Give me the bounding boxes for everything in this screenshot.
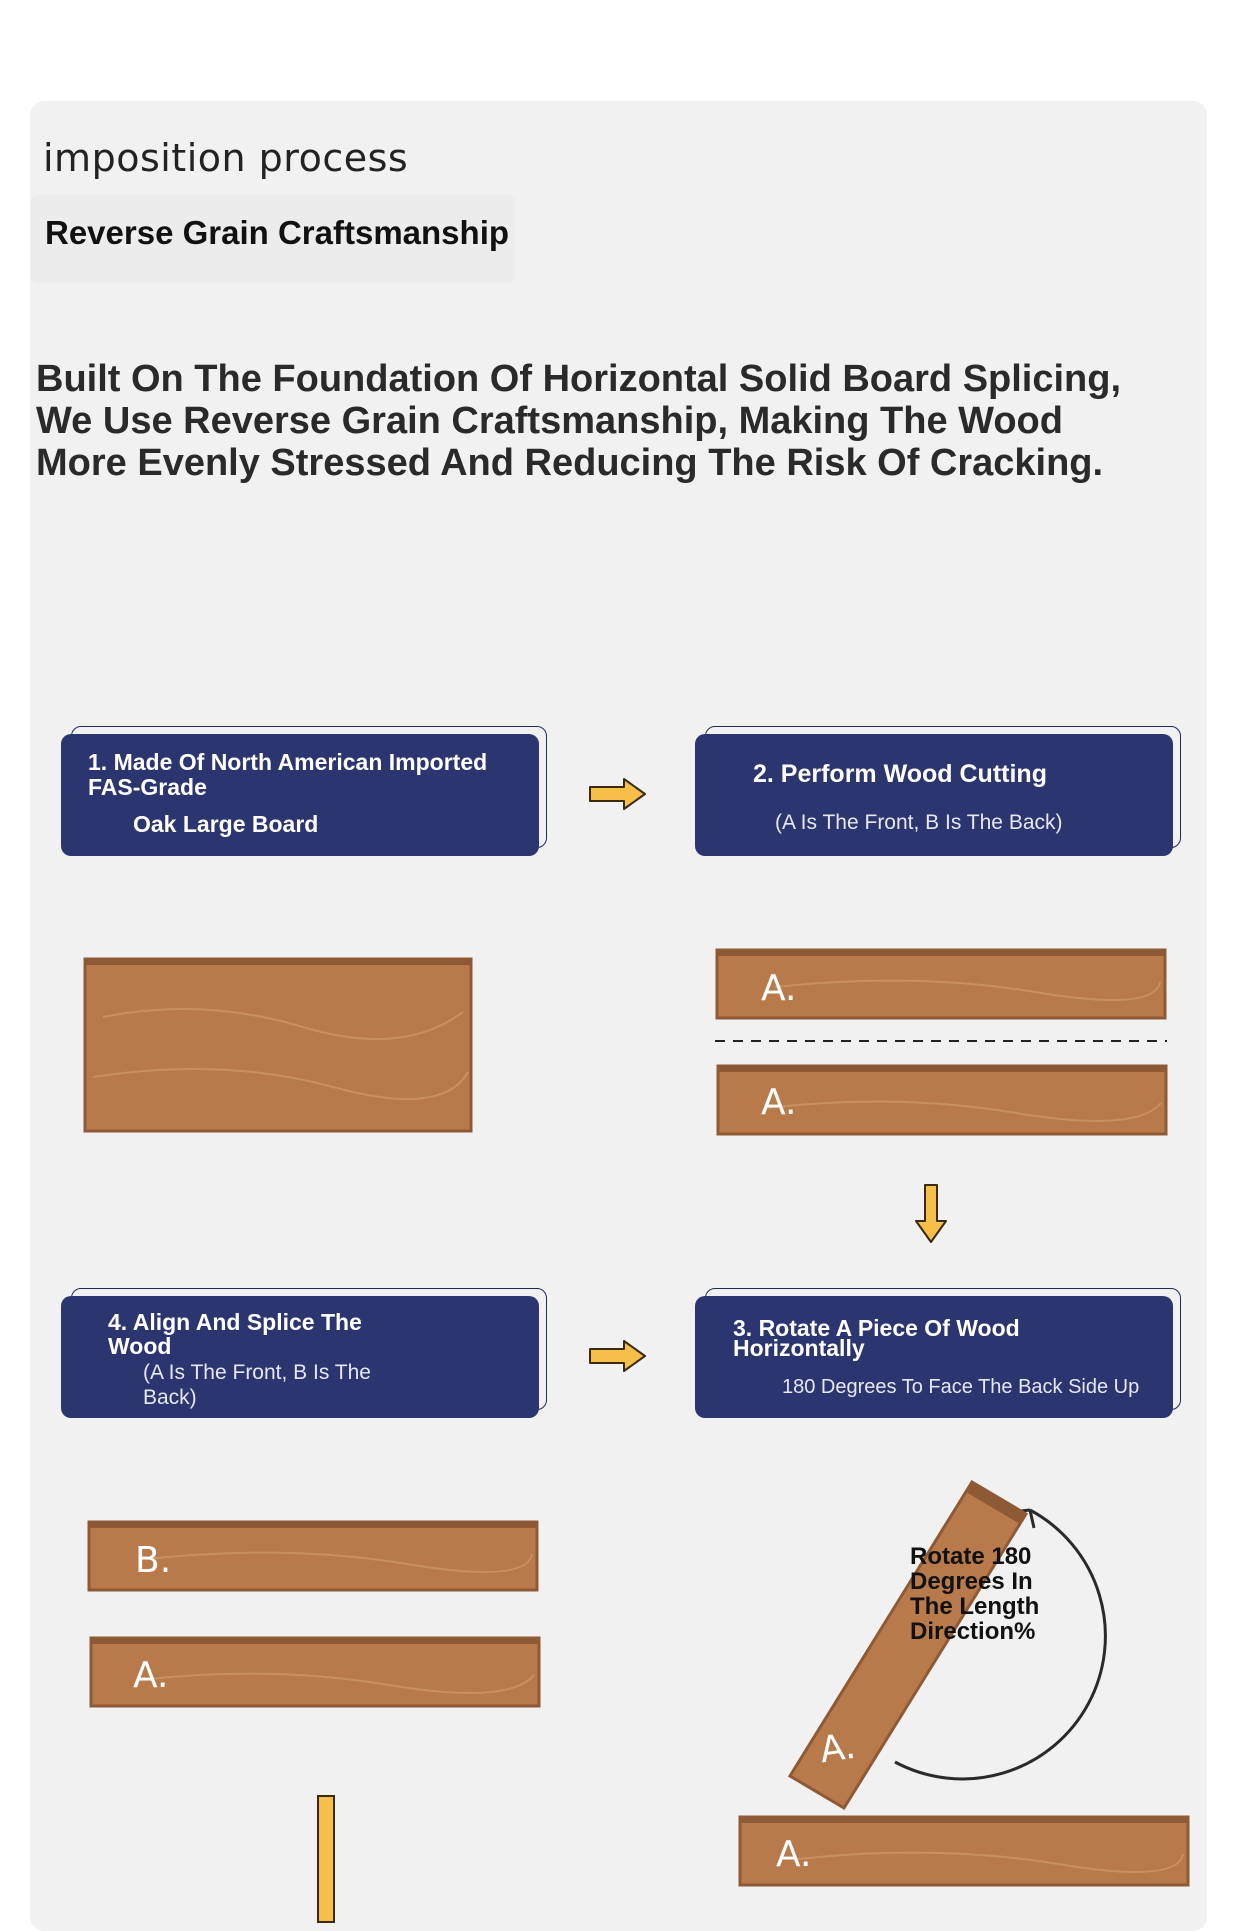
rotation-note: Rotate 180 Degrees In The Length Direction% [910,1543,1040,1645]
step-4-card [61,1296,539,1418]
step-1-card [61,734,539,856]
step-1-title-line1: 1. Made Of North American Imported [88,749,488,775]
cut-board-bottom-label: A. [761,1082,797,1123]
base-board-label: A. [776,1834,812,1875]
step-3-subtitle: 180 Degrees To Face The Back Side Up [782,1376,1140,1398]
cut-board-top-label: A. [761,968,797,1009]
page-subtitle: Reverse Grain Craftsmanship [45,214,510,251]
rotated-board-label: A. [817,1725,859,1772]
large-oak-board [83,957,473,1133]
arrow-right-icon [588,776,648,812]
spliced-board-b-label: B. [135,1540,172,1581]
description-text: Built On The Foundation Of Horizontal Solid Board Splicing, We Use Reverse Grain Craftsmanship, Making The Wood More Evenly Stressed And Reducing The Risk Of Cracking. [36,358,1122,484]
step-1-title-line3: Oak Large Board [133,811,319,837]
step-1-title-line2: FAS-Grade [88,774,207,800]
step-2-subtitle: (A Is The Front, B Is The Back) [775,811,1063,834]
arrow-down-icon [913,1183,949,1245]
step-3-card [695,1296,1173,1418]
step-2-card [695,734,1173,856]
spliced-board-a-label: A. [133,1655,169,1696]
step-4-subtitle-line1: (A Is The Front, B Is The [143,1361,371,1384]
step-4-subtitle-line2: Back) [143,1386,197,1409]
step-3-title-line1: 3. Rotate A Piece Of Wood [733,1315,1020,1341]
step-3-title-line2: Horizontally [733,1335,865,1361]
rotated-board [780,1478,1040,1814]
step-4-title-line1: 4. Align And Splice The [108,1309,362,1335]
cut-line [715,1036,1167,1046]
step-4-title-line2: Wood [108,1333,172,1359]
arrow-down-icon [316,1794,336,1924]
page-title: imposition process [43,136,409,180]
step-2-title: 2. Perform Wood Cutting [753,760,1047,788]
arrow-right-icon [588,1338,648,1374]
